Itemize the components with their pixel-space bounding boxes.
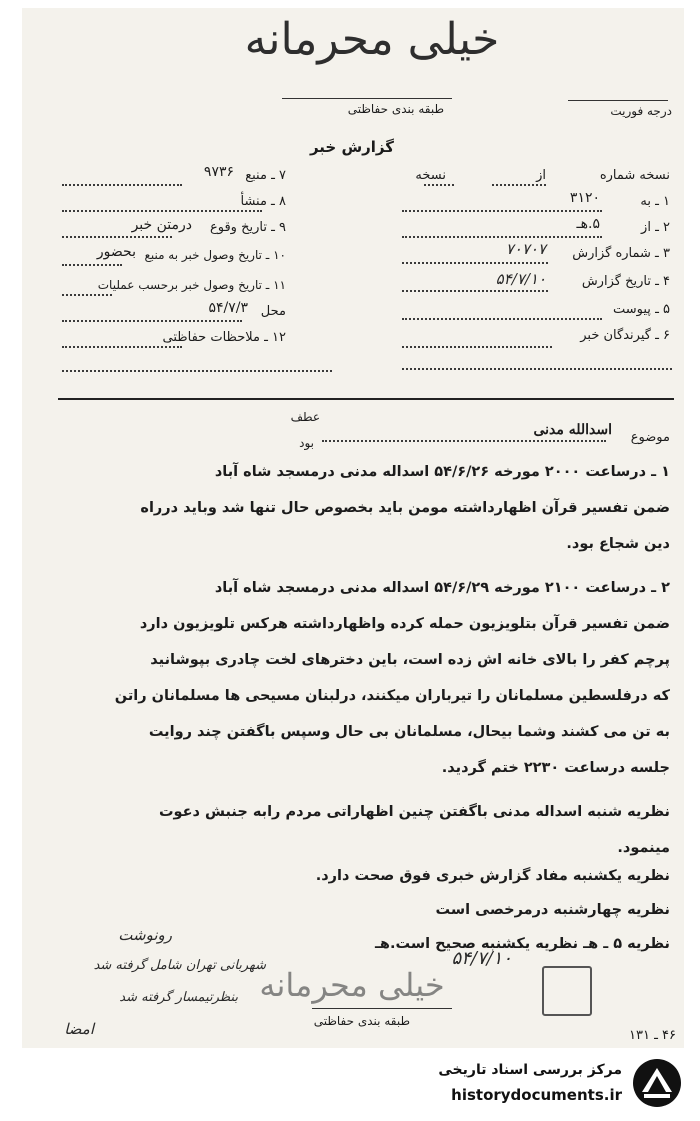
copy-number-label: نسخه شماره xyxy=(599,168,670,183)
opinion-line: نظریه یکشنبه مفاد گزارش خبری فوق صحت دارد. xyxy=(315,868,670,884)
source-label: ۷ ـ منبع xyxy=(245,168,286,183)
copy-dots-b xyxy=(492,184,546,186)
footer-line xyxy=(312,1008,452,1009)
security-notes-label: ۱۲ ـ ملاحظات حفاظتی xyxy=(162,330,286,345)
archive-url: historydocuments.ir xyxy=(451,1086,622,1104)
watermark xyxy=(424,1052,686,1114)
margin-note-atf: عطف xyxy=(290,410,320,424)
security-notes-dots xyxy=(62,346,182,348)
receipt-dots xyxy=(62,264,122,266)
body-line: به تن می کشند وشما بیحال، مسلمانان بی حال وسپس باگفتن چند روایت xyxy=(148,724,670,740)
handwritten-signature: امضا xyxy=(64,1020,94,1038)
body-line: جلسه درساعت ۲۲۳۰ ختم گردید. xyxy=(441,760,670,776)
recipients-dots-2 xyxy=(402,368,672,370)
origin-dots xyxy=(62,210,262,212)
to-label: ۱ ـ به xyxy=(640,194,670,209)
operation-dots xyxy=(62,294,112,296)
attachment-dots xyxy=(402,318,602,320)
occurrence-dots xyxy=(62,236,172,238)
report-title: گزارش خبر xyxy=(309,138,394,156)
opinion-line: نظریه ۵ ـ هـ نظریه یکشنبه صحیح است.هـ xyxy=(374,936,670,952)
handwritten-note-2: شهربانی تهران شامل گرفته شد xyxy=(93,958,266,973)
archive-logo-icon xyxy=(628,1056,686,1110)
opinion-line: نظریه شنبه اسداله مدنی باگفتن چنین اظهاراتی مردم رابه جنبش دعوت xyxy=(158,804,670,820)
subject-dots xyxy=(322,440,606,442)
footer-classification: طبقه بندی حفاظتی xyxy=(313,1014,410,1028)
from-value: ۵.هـ xyxy=(576,216,600,232)
receipt-date-label: ۱۰ ـ تاریخ وصول خبر به منبع xyxy=(144,248,286,262)
to-dots xyxy=(402,210,602,212)
archive-name: مرکز بررسی اسناد تاریخی xyxy=(438,1062,622,1078)
body-line: دین شجاع بود. xyxy=(566,536,670,552)
body-line: پرچم کفر را بالای خانه اش زده است، باین دخترهای لخت چادری بپوشانید xyxy=(150,652,670,668)
security-notes-dots-2 xyxy=(62,370,332,372)
occurrence-date-label: ۹ ـ تاریخ وقوع xyxy=(209,220,286,235)
report-date-value: ۵۴/۷/۱۰ xyxy=(495,270,546,288)
subject-value: اسدالله مدنی xyxy=(533,422,612,438)
report-date-label: ۴ ـ تاریخ گزارش xyxy=(581,274,670,289)
copy-extra-label: نسخه xyxy=(415,168,446,183)
priority-line xyxy=(568,100,668,101)
classification-label: طبقه بندی حفاظتی xyxy=(347,102,444,116)
source-dots xyxy=(62,184,182,186)
recipients-label: ۶ ـ گیرندگان خبر xyxy=(580,328,670,343)
header-divider xyxy=(58,398,674,400)
receipt-date-value: بحضور xyxy=(96,244,136,260)
body-line: ضمن تفسیر قرآن بتلویزیون حمله کرده واظهارداشته هرکس تلویزیون دارد xyxy=(139,616,670,632)
margin-note-bud: بود xyxy=(299,436,314,450)
handwritten-note-1: رونوشت xyxy=(118,926,172,944)
from-label: ۲ ـ از xyxy=(641,220,670,235)
subject-label: موضوع xyxy=(630,430,670,445)
document-code: ۴۶ ـ ۱۳۱ xyxy=(629,1028,676,1043)
from-dots xyxy=(402,236,602,238)
place-value: ۵۴/۷/۳ xyxy=(208,300,248,316)
top-secret-heading: خیلی محرمانه xyxy=(244,14,500,65)
stamp-box xyxy=(542,966,592,1016)
body-line: ۱ ـ درساعت ۲۰۰۰ مورخه ۵۴/۶/۲۶ اسداله مدنی درمسجد شاه آباد xyxy=(214,464,670,480)
secret-stamp: خیلی محرمانه xyxy=(259,966,445,1004)
place-label: محل xyxy=(260,304,286,319)
copy-of-label: از xyxy=(536,168,546,183)
report-number-label: ۳ ـ شماره گزارش xyxy=(572,246,670,261)
copy-dots-a xyxy=(424,184,454,186)
opinion-line: مینمود. xyxy=(617,840,670,856)
recipients-dots xyxy=(402,346,552,348)
document-sheet xyxy=(22,8,684,1048)
origin-label: ۸ ـ منشأ xyxy=(240,194,286,209)
report-number-dots xyxy=(402,262,548,264)
attachment-label: ۵ ـ پیوست xyxy=(613,302,670,317)
body-line: ۲ ـ درساعت ۲۱۰۰ مورخه ۵۴/۶/۲۹ اسداله مدنی درمسجد شاه آباد xyxy=(214,580,670,596)
priority-label: درجه فوریت xyxy=(610,104,672,118)
handwritten-note-3: بنظرتیمسار گرفته شد xyxy=(119,990,238,1005)
stamp-date: ۵۴/۷/۱۰ xyxy=(451,948,512,969)
body-line: که درفلسطین مسلمانان را تیرباران میکنند، درلبنان مسیحی ها مسلمانان راتن xyxy=(114,688,670,704)
report-date-dots xyxy=(402,290,548,292)
body-line: ضمن تفسیر قرآن اظهارداشته مومن باید بخصوص حال تنها شد وباید درراه xyxy=(140,500,670,516)
occurrence-date-value: درمتن خبر xyxy=(131,217,192,233)
classification-line xyxy=(282,98,452,99)
operation-date-label: ۱۱ ـ تاریخ وصول خبر برحسب عملیات xyxy=(97,278,286,292)
source-value: ۹۷۳۶ xyxy=(203,164,234,180)
place-dots xyxy=(62,320,242,322)
report-number-value: ۷۰۷۰۷ xyxy=(505,240,546,258)
opinion-line: نظریه چهارشنبه درمرخصی است xyxy=(435,902,670,918)
to-value: ۳۱۲۰ xyxy=(569,190,600,206)
